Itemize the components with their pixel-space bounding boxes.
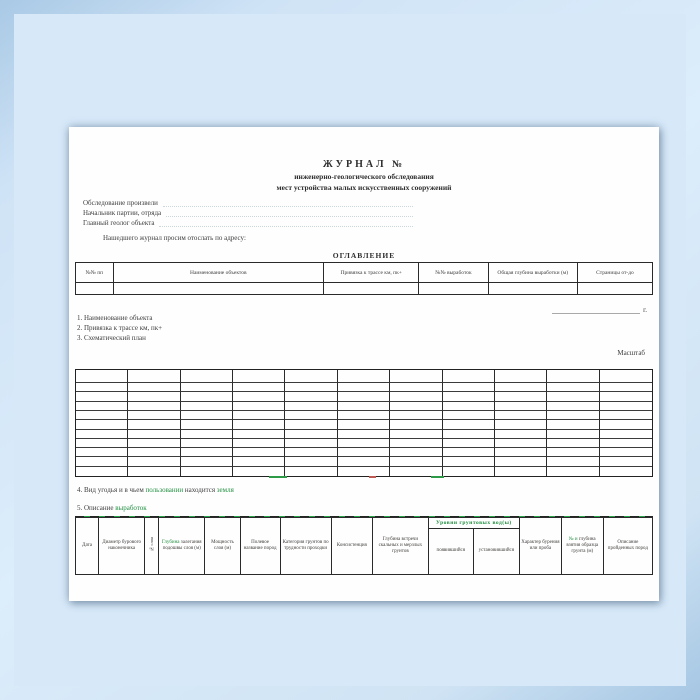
plan-grid-cell <box>495 420 547 429</box>
toc-empty-cell <box>577 283 652 295</box>
plan-grid-cell <box>600 411 652 420</box>
plan-grid-cell <box>600 430 652 439</box>
col-drilling-difficulty-category: Категория грунтов по трудности проходки <box>280 518 331 575</box>
col-layer-number <box>145 518 159 575</box>
journal-subtitle-2: мест устройства малых искусственных сооружений <box>276 183 452 192</box>
plan-grid-cell <box>338 430 390 439</box>
col-layer-thickness: Мощность слоя (м) <box>205 518 240 575</box>
plan-grid-cell <box>338 420 390 429</box>
toc-header-row <box>76 263 653 283</box>
plan-grid-cell <box>285 420 337 429</box>
plan-grid-cell <box>181 439 233 448</box>
plan-grid-cell <box>547 392 599 401</box>
col-bit-diameter: Диаметр бурового наконечника <box>99 518 145 575</box>
plan-grid-cell <box>390 370 442 383</box>
plan-grid-cell <box>76 420 128 429</box>
plan-grid-cell <box>285 448 337 457</box>
journal-title: ЖУРНАЛ № <box>322 159 406 170</box>
plan-grid-cell <box>181 383 233 392</box>
toc-title: ОГЛАВЛЕНИЕ <box>332 251 396 260</box>
plan-grid-cell <box>547 383 599 392</box>
plan-grid-cell <box>547 370 599 383</box>
plan-grid-cell <box>233 420 285 429</box>
date-line <box>552 306 647 314</box>
fill-in-line <box>166 209 413 217</box>
plan-grid-cell <box>181 411 233 420</box>
plan-grid-cell <box>338 411 390 420</box>
toc-col-header: Страницы от-до <box>577 263 652 283</box>
fill-in-line <box>159 219 413 227</box>
plan-grid-cell <box>495 370 547 383</box>
plan-grid-cell <box>338 467 390 476</box>
plan-grid-cell <box>547 467 599 476</box>
plan-grid-cell <box>495 439 547 448</box>
toc-empty-cell <box>419 283 488 295</box>
plan-grid-cell <box>233 411 285 420</box>
toc-col-header: №№ пп <box>76 263 114 283</box>
scan-artifact <box>369 476 376 478</box>
toc-empty-cell <box>113 283 324 295</box>
plan-grid-cell <box>76 370 128 383</box>
plan-grid-cell <box>495 411 547 420</box>
field-chief-geologist <box>83 217 413 227</box>
plan-grid-cell <box>285 392 337 401</box>
plan-grid-cell <box>495 448 547 457</box>
plan-grid-cell <box>338 392 390 401</box>
plan-grid-cell <box>443 392 495 401</box>
plan-grid-cell <box>443 457 495 466</box>
toc-col-header: Наименование объектов <box>113 263 324 283</box>
plan-grid-cell <box>495 467 547 476</box>
plan-grid-cell <box>128 467 180 476</box>
plan-grid-cell <box>600 448 652 457</box>
item-5-text: 5. Описание <box>77 504 116 512</box>
toc-empty-row <box>76 283 653 295</box>
plan-grid-cell <box>181 467 233 476</box>
item-4 <box>77 486 234 494</box>
plan-grid-cell <box>390 411 442 420</box>
plan-grid-cell <box>233 448 285 457</box>
plan-grid-cell <box>233 439 285 448</box>
document-viewer-canvas <box>14 14 686 686</box>
col-layer-bottom-depth <box>159 518 205 575</box>
plan-grid-cell <box>233 467 285 476</box>
plan-grid-cell <box>600 457 652 466</box>
plan-grid-cell <box>390 430 442 439</box>
plan-grid-cell <box>443 467 495 476</box>
item-4-text: 4. Вид угодья и в чьем <box>77 486 146 494</box>
toc-empty-cell <box>76 283 114 295</box>
plan-grid-cell <box>128 420 180 429</box>
journal-subtitle-1: инженерно-геологического обследования <box>294 172 434 181</box>
plan-grid-cell <box>233 370 285 383</box>
plan-grid-cell <box>600 370 652 383</box>
plan-grid-cell <box>547 448 599 457</box>
plan-grid-cell <box>128 439 180 448</box>
toc-empty-cell <box>324 283 419 295</box>
desc-header-row-1 <box>76 518 653 529</box>
plan-grid-cell <box>285 430 337 439</box>
plan-grid-cell <box>338 402 390 411</box>
col-strata-description: Описание пройденных пород <box>603 518 652 575</box>
item-4-text: находится <box>183 486 217 494</box>
plan-grid-cell <box>390 457 442 466</box>
plan-grid-cell <box>338 448 390 457</box>
plan-grid-cell <box>443 402 495 411</box>
plan-grid-cell <box>390 383 442 392</box>
scan-artifact <box>269 476 287 478</box>
plan-grid-cell <box>495 392 547 401</box>
item-3: 3. Схематический план <box>77 334 146 342</box>
plan-grid-cell <box>76 457 128 466</box>
plan-grid-cell <box>76 392 128 401</box>
item-4-green-word: земля <box>216 486 234 494</box>
plan-grid-cell <box>285 402 337 411</box>
plan-grid-cell <box>181 402 233 411</box>
plan-grid-cell <box>390 420 442 429</box>
plan-grid-cell <box>181 430 233 439</box>
plan-grid-cell <box>76 439 128 448</box>
col-water-stabilized: установившийся <box>473 529 519 575</box>
plan-grid-cell <box>600 392 652 401</box>
plan-grid-cell <box>128 457 180 466</box>
plan-grid-cell <box>547 420 599 429</box>
field-label: Главный геолог объекта <box>83 219 155 227</box>
plan-grid-cell <box>443 439 495 448</box>
plan-grid-cell <box>547 430 599 439</box>
plan-grid-cell <box>547 439 599 448</box>
plan-grid-cell <box>547 457 599 466</box>
date-fill-line <box>552 306 640 314</box>
col-field-soil-name: Полевое название пород <box>240 518 280 575</box>
plan-grid-cell <box>390 402 442 411</box>
plan-grid-cell <box>547 411 599 420</box>
plan-grid-cell <box>495 457 547 466</box>
plan-grid-cell <box>76 467 128 476</box>
col-consistency: Консистенция <box>331 518 372 575</box>
item-2: 2. Привязка к трассе км, пк+ <box>77 324 163 332</box>
plan-grid-cell <box>600 383 652 392</box>
plan-grid-cell <box>233 457 285 466</box>
header-fields <box>83 197 413 227</box>
plan-grid-cell <box>390 448 442 457</box>
field-surveyed-by <box>83 197 413 207</box>
col-sample-number-depth-label: глубина взятия образца грунта (м) <box>566 536 599 555</box>
green-word: № и <box>568 536 579 542</box>
plan-grid-cell <box>443 383 495 392</box>
col-sample-number-depth <box>561 518 603 575</box>
field-label: Начальник партии, отряда <box>83 209 162 217</box>
plan-grid-cell <box>181 448 233 457</box>
toc-col-header: Привязка к трассе км, пк+ <box>324 263 419 283</box>
plan-grid-cell <box>128 370 180 383</box>
plan-grid-cell <box>338 383 390 392</box>
item-5-green-word: выработок <box>115 504 147 512</box>
col-layer-bottom-depth-label: залегания подошвы слоя (м) <box>162 539 202 551</box>
plan-grid-cell <box>390 392 442 401</box>
plan-grid-cell <box>128 402 180 411</box>
return-address-note: Нашедшего журнал просим отослать по адресу: <box>103 234 246 242</box>
col-date: Дата <box>76 518 99 575</box>
toc-table <box>75 262 653 295</box>
plan-grid-cell <box>338 370 390 383</box>
plan-grid-cell <box>495 402 547 411</box>
scanned-form <box>69 127 659 601</box>
plan-grid-cell <box>443 411 495 420</box>
plan-grid-cell <box>338 439 390 448</box>
plan-grid-cell <box>285 383 337 392</box>
scale-label: Масштаб <box>617 349 645 357</box>
plan-grid-cell <box>443 420 495 429</box>
plan-grid-cell <box>76 402 128 411</box>
plan-grid-cell <box>181 457 233 466</box>
plan-grid-cell <box>600 402 652 411</box>
plan-grid-cell <box>547 402 599 411</box>
plan-grid-cell <box>600 439 652 448</box>
title-block <box>69 159 659 192</box>
date-suffix: г. <box>643 306 647 314</box>
plan-grid-cell <box>285 370 337 383</box>
plan-grid-cell <box>285 411 337 420</box>
plan-grid-cell <box>233 383 285 392</box>
plan-grid-cell <box>390 439 442 448</box>
plan-grid-cell <box>76 448 128 457</box>
plan-grid-cell <box>76 383 128 392</box>
item-5 <box>77 504 147 512</box>
plan-grid-cell <box>233 392 285 401</box>
item-4-green-word: пользовании <box>145 486 184 494</box>
scan-artifact <box>431 476 444 478</box>
schematic-plan-grid <box>75 369 653 477</box>
toc-col-header: №№ выработок <box>419 263 488 283</box>
plan-grid-cell <box>443 448 495 457</box>
item-1: 1. Наименование объекта <box>77 314 153 322</box>
plan-grid-cell <box>233 402 285 411</box>
plan-grid-cell <box>495 383 547 392</box>
plan-grid-cell <box>181 420 233 429</box>
plan-grid-cell <box>128 411 180 420</box>
plan-grid-cell <box>76 411 128 420</box>
plan-grid-cell <box>128 383 180 392</box>
document-page <box>69 127 659 601</box>
plan-grid-cell <box>76 430 128 439</box>
plan-grid-cell <box>600 467 652 476</box>
field-party-chief <box>83 207 413 217</box>
toc-col-header: Общая глубина выработки (м) <box>488 263 577 283</box>
plan-grid-cell <box>443 430 495 439</box>
green-word: Глубина <box>161 539 180 545</box>
plan-grid-cell <box>285 457 337 466</box>
plan-grid-cell <box>390 467 442 476</box>
col-water-appeared: появившийся <box>428 529 473 575</box>
col-rock-frozen-depth: Глубина встречи скальных и мерзлых грунтов <box>372 518 428 575</box>
plan-grid-cell <box>443 370 495 383</box>
plan-grid-cell <box>128 392 180 401</box>
col-group-groundwater-levels: Уровни грунтовых вод(ы) <box>428 518 519 529</box>
toc-empty-cell <box>488 283 577 295</box>
plan-grid-cell <box>338 457 390 466</box>
numbered-items <box>77 313 162 343</box>
plan-grid-cell <box>233 430 285 439</box>
plan-grid-cell <box>285 467 337 476</box>
plan-grid-cell <box>495 430 547 439</box>
field-label: Обследование произвели <box>83 199 158 207</box>
fill-in-line <box>163 199 413 207</box>
col-drilling-character: Характер бурения или проба <box>519 518 561 575</box>
borehole-description-table <box>75 517 653 575</box>
plan-grid-cell <box>128 430 180 439</box>
col-layer-number-label: № слоя <box>148 537 154 552</box>
plan-grid-cell <box>600 420 652 429</box>
plan-grid-cell <box>285 439 337 448</box>
plan-grid-cell <box>181 370 233 383</box>
plan-grid-cell <box>181 392 233 401</box>
plan-grid-cell <box>128 448 180 457</box>
